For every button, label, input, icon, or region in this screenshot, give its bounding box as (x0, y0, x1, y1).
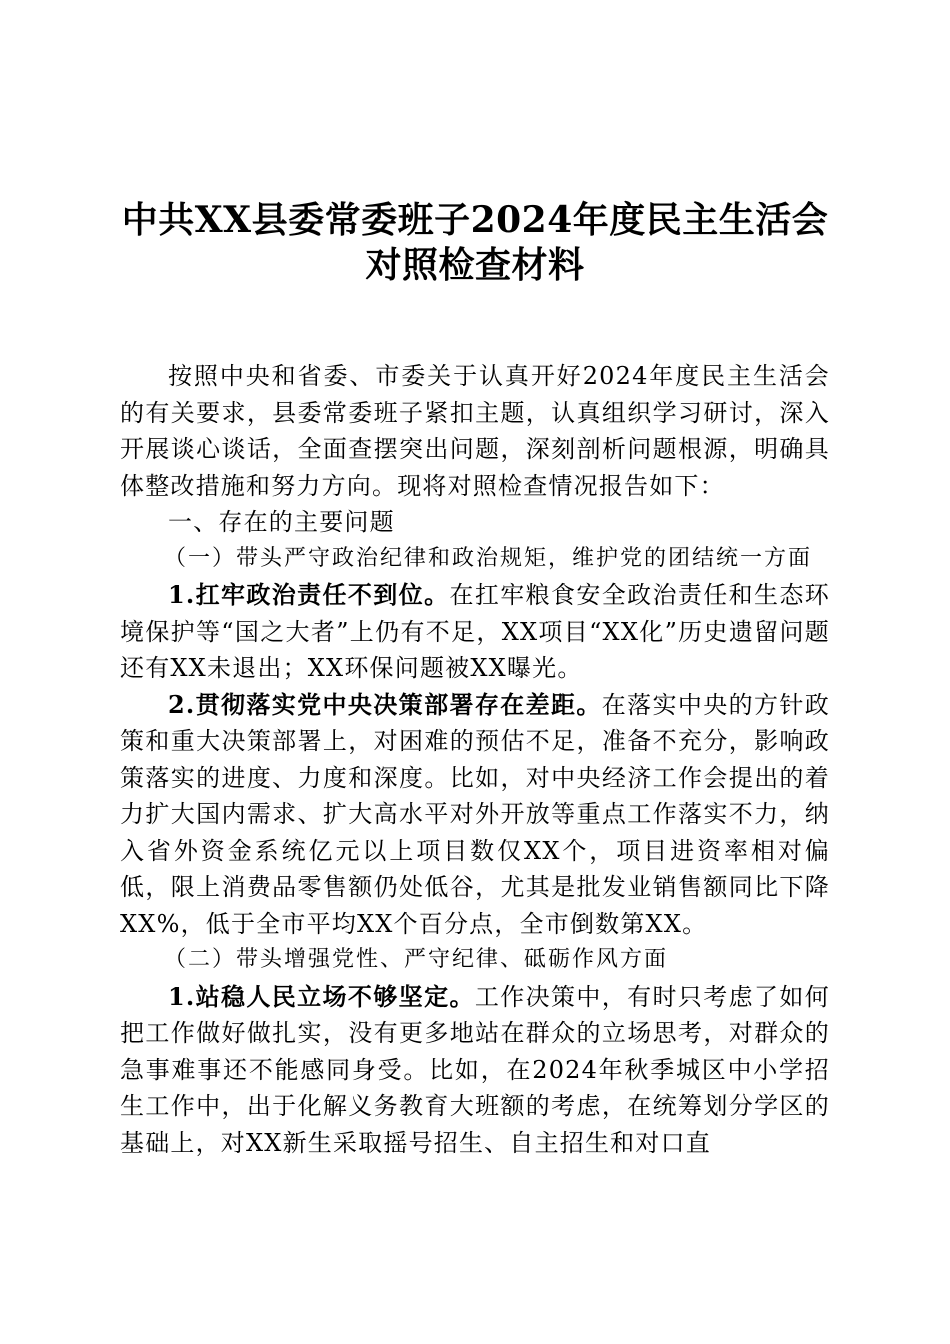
document-title-line-1: 中共XX县委常委班子2024年度民主生活会 (121, 199, 829, 241)
item-2-lead: 2.贯彻落实党中央决策部署存在差距。 (168, 689, 602, 719)
item-paragraph-3 (120, 979, 830, 1162)
intro-paragraph: 按照中央和省委、市委关于认真开好2024年度民主生活会的有关要求，县委常委班子紧扣主题，认真组织学习研讨，深入开展谈心谈话，全面查摆突出问题，深刻剖析问题根源，明确具体整改措施和努力方向。现将对照检查情况报告如下： (120, 362, 830, 500)
subsection-heading-2: （二）带头增强党性、严守纪律、砥砺作风方面 (164, 947, 669, 972)
document-body (120, 358, 830, 1161)
item-3-lead: 1.站稳人民立场不够坚定。 (168, 981, 475, 1011)
item-2-text: 在落实中央的方针政策和重大决策部署上，对困难的预估不足，准备不充分，影响政策落实的进度、力度和深度。比如，对中央经济工作会提出的着力扩大国内需求、扩大高水平对外开放等重点工作落实不力，纳入省外资金系统亿元以上项目数仅XX个，项目进资率相对偏低，限上消费品零售额仍处低谷，尤其是批发业销售额同比下降XX%，低于全市平均XX个百分点，全市倒数第XX。 (120, 690, 830, 938)
item-1-lead: 1.扛牢政治责任不到位。 (168, 580, 450, 609)
item-3-text: 工作决策中，有时只考虑了如何把工作做好做扎实，没有更多地站在群众的立场思考，对群众的急事难事还不能感同身受。比如，在2024年秋季城区中小学招生工作中，出于化解义务教育大班额的考虑，在统筹划分学区的基础上，对XX新生采取摇号招生、自主招生和对口直 (120, 982, 830, 1157)
item-paragraph-2 (120, 687, 830, 943)
section-heading-1: 一、存在的主要问题 (168, 508, 395, 536)
document-title-line-2: 对照检查材料 (365, 244, 585, 286)
item-paragraph-1 (120, 577, 830, 687)
subsection-heading-1: （一）带头严守政治纪律和政治规矩，维护党的团结统一方面 (164, 545, 813, 571)
item-1-text: 在扛牢粮食安全政治责任和生态环境保护等“国之大者”上仍有不足，XX项目“XX化”历史遗留问题还有XX未退出；XX环保问题被XX曝光。 (120, 581, 830, 682)
